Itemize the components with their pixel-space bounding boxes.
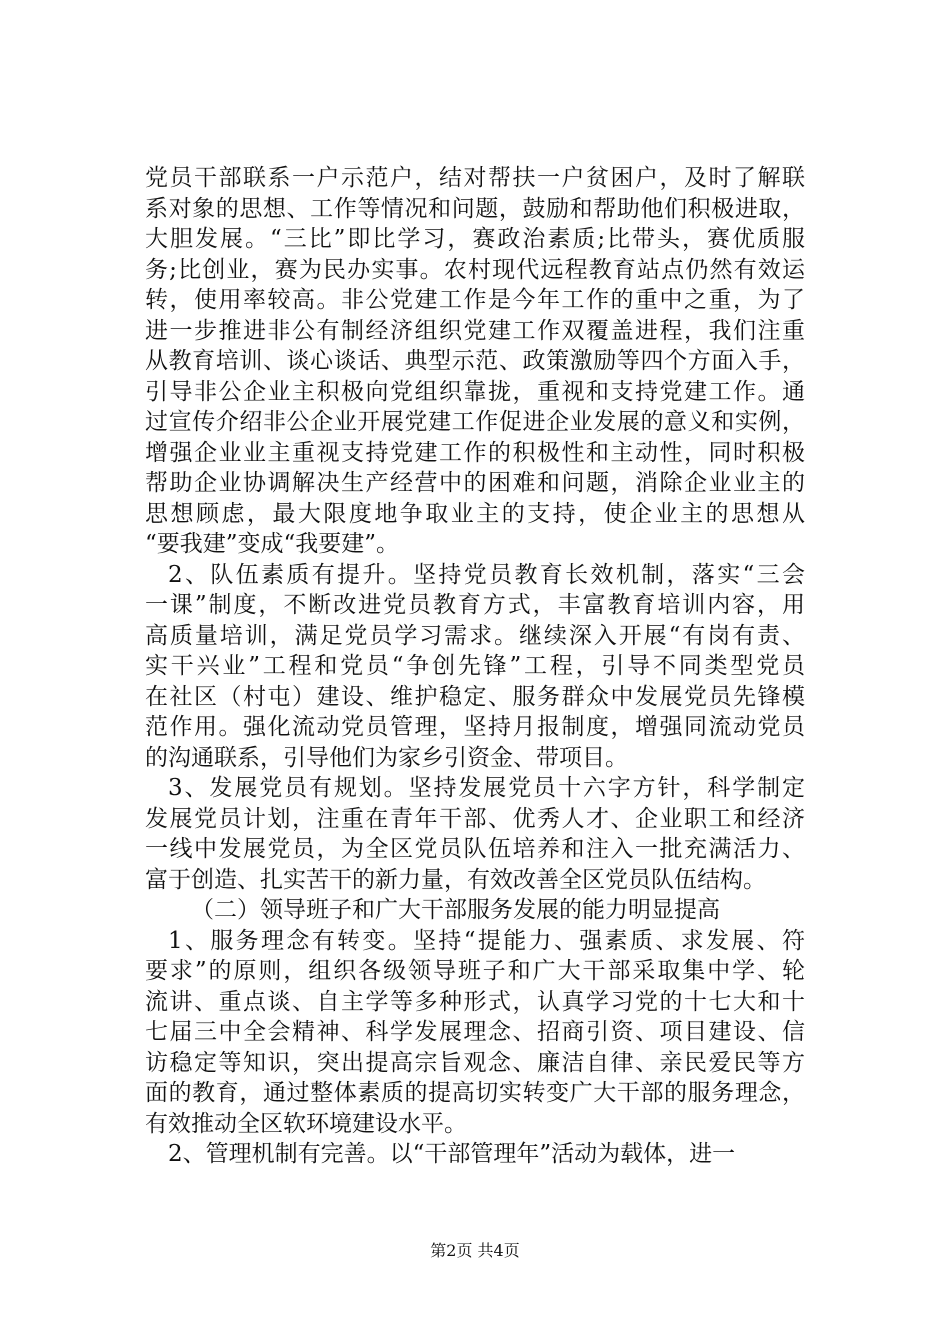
text-line: 大胆发展。“三比”即比学习，赛政治素质;比带头，赛优质服 <box>145 226 805 252</box>
text-line: 富于创造、扎实苦干的新力量，有效改善全区党员队伍结构。 <box>145 866 766 893</box>
text-line: 在社区（村屯）建设、维护稳定、服务群众中发展党员先锋模 <box>145 683 805 710</box>
text-line: 发展党员计划，注重在青年干部、优秀人才、企业职工和经济 <box>145 805 805 832</box>
text-line: 有效推动全区软环境建设水平。 <box>145 1110 467 1137</box>
text-line: 帮助企业协调解决生产经营中的困难和问题，消除企业业主的 <box>145 470 805 496</box>
text-line: 范作用。强化流动党员管理，坚持月报制度，增强同流动党员 <box>145 714 805 740</box>
text-line: 增强企业业主重视支持党建工作的积极性和主动性，同时积极 <box>145 439 805 466</box>
page-number-footer: 第2页 共4页 <box>430 1241 520 1260</box>
text-line: 七届三中全会精神、科学发展理念、招商引资、项目建设、信 <box>145 1019 805 1045</box>
text-line: 2、管理机制有完善。以“干部管理年”活动为载体，进一 <box>168 1141 736 1167</box>
text-line: 一课”制度，不断改进党员教育方式，丰富教育培训内容，用 <box>145 592 805 618</box>
text-line: “要我建”变成“我要建”。 <box>145 531 400 557</box>
text-line: 进一步推进非公有制经济组织党建工作双覆盖进程，我们注重 <box>145 317 805 344</box>
text-line: 实干兴业”工程和党员“争创先锋”工程，引导不同类型党员 <box>145 653 805 679</box>
text-line: 引导非公企业主积极向党组织靠拢，重视和支持党建工作。通 <box>145 378 805 405</box>
text-line: 一线中发展党员，为全区党员队伍培养和注入一批充满活力、 <box>145 836 805 862</box>
document-body <box>145 163 805 1170</box>
text-line: 转，使用率较高。非公党建工作是今年工作的重中之重，为了 <box>145 287 805 313</box>
text-line: 面的教育，通过整体素质的提高切实转变广大干部的服务理念， <box>145 1080 805 1106</box>
section-heading: （二）领导班子和广大干部服务发展的能力明显提高 <box>191 897 720 923</box>
text-line: 要求”的原则，组织各级领导班子和广大干部采取集中学、轮 <box>145 958 805 984</box>
text-line: 从教育培训、谈心谈话、典型示范、政策激励等四个方面入手， <box>145 348 805 374</box>
text-line: 3、发展党员有规划。坚持发展党员十六字方针，科学制定 <box>168 775 805 801</box>
text-line: 系对象的思想、工作等情况和问题，鼓励和帮助他们积极进取， <box>145 195 805 222</box>
text-line: 过宣传介绍非公企业开展党建工作促进企业发展的意义和实例， <box>145 409 805 435</box>
text-line: 2、队伍素质有提升。坚持党员教育长效机制，落实“三会 <box>168 561 805 588</box>
text-line: 思想顾虑，最大限度地争取业主的支持，使企业主的思想从 <box>145 500 805 527</box>
text-line: 访稳定等知识，突出提高宗旨观念、廉洁自律、亲民爱民等方 <box>145 1049 805 1076</box>
text-line: 1、服务理念有转变。坚持“提能力、强素质、求发展、符 <box>168 927 805 954</box>
text-line: 流讲、重点谈、自主学等多种形式，认真学习党的十七大和十 <box>145 988 805 1015</box>
text-line: 党员干部联系一户示范户，结对帮扶一户贫困户，及时了解联 <box>145 165 805 191</box>
text-line: 务;比创业，赛为民办实事。农村现代远程教育站点仍然有效运 <box>145 256 805 283</box>
text-line: 的沟通联系，引导他们为家乡引资金、带项目。 <box>145 744 628 771</box>
text-line: 高质量培训，满足党员学习需求。继续深入开展“有岗有责、 <box>145 622 805 649</box>
